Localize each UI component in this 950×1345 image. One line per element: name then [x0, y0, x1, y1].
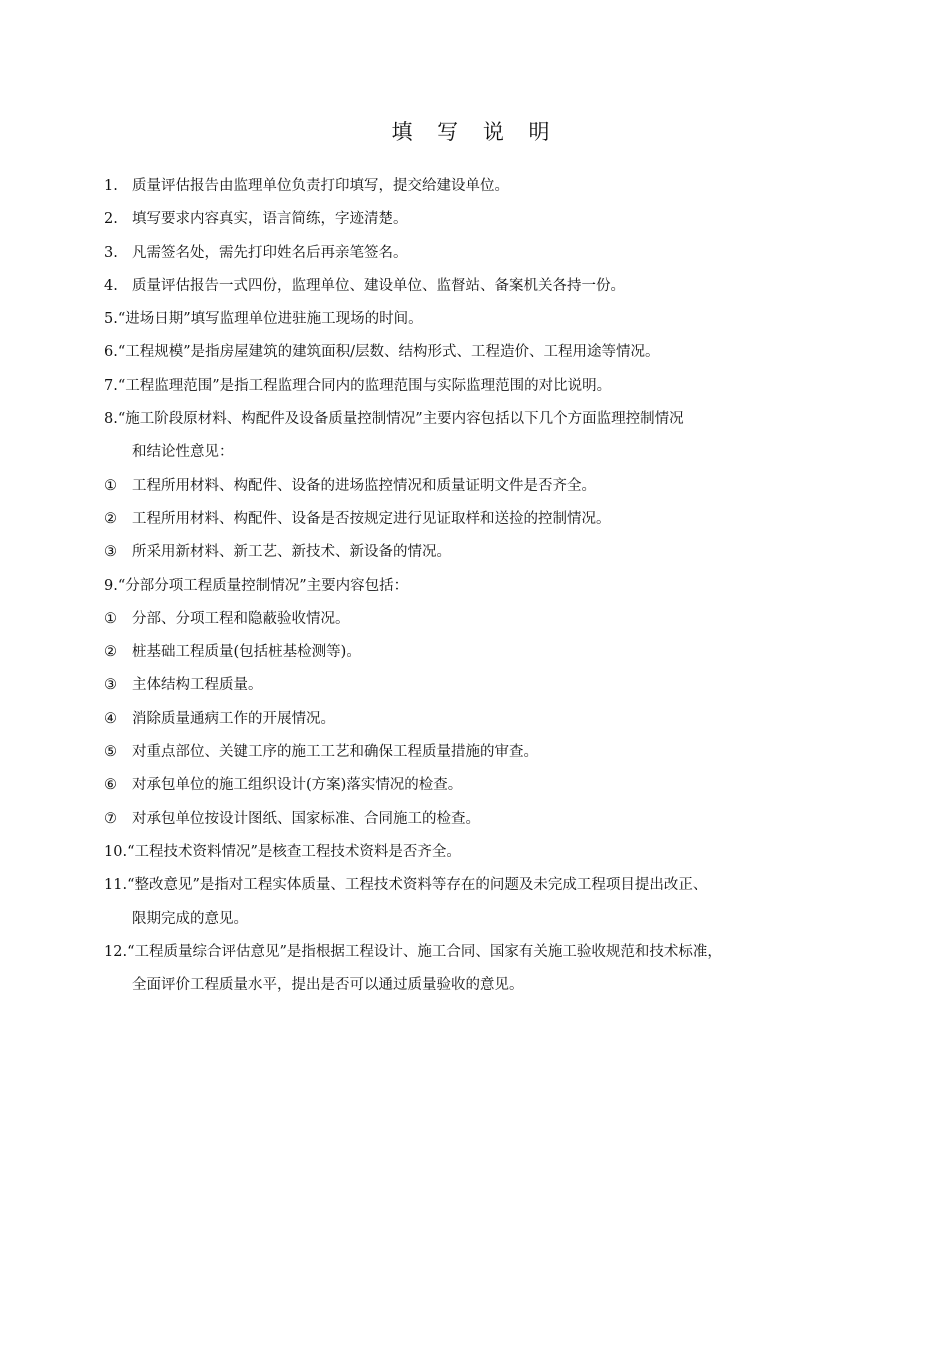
item-text: 限期完成的意见。	[132, 910, 248, 927]
item-marker: 3.	[104, 244, 118, 261]
item-marker: ②	[104, 644, 117, 661]
item-marker: ⑥	[104, 777, 117, 794]
item-marker: 2.	[104, 211, 118, 228]
list-item	[104, 936, 844, 969]
item-marker: 4.	[104, 277, 118, 294]
item-text: 桩基础工程质量(包括桩基检测等)。	[132, 644, 361, 661]
item-text: “工程监理范围”是指工程监理合同内的监理范围与实际监理范围的对比说明。	[117, 377, 612, 394]
list-item	[104, 370, 844, 403]
list-item	[104, 570, 844, 603]
item-marker: 6.	[104, 344, 118, 361]
item-marker: 5.	[104, 311, 118, 328]
sub-list-item	[104, 703, 844, 736]
item-text: 主体结构工程质量。	[132, 677, 263, 694]
item-marker: ③	[104, 544, 117, 561]
item-text: 凡需签名处，需先打印姓名后再亲笔签名。	[132, 244, 408, 261]
item-marker: ⑤	[104, 744, 117, 761]
list-item	[104, 170, 844, 203]
instructions-list	[104, 170, 844, 1002]
item-text: 质量评估报告一式四份，监理单位、建设单位、监督站、备案机关各持一份。	[132, 277, 625, 294]
item-text: 对承包单位的施工组织设计(方案)落实情况的检查。	[132, 777, 463, 794]
item-marker: 11.	[104, 877, 128, 894]
item-text: “分部分项工程质量控制情况”主要内容包括：	[117, 577, 409, 594]
item-text: “整改意见”是指对工程实体质量、工程技术资料等存在的问题及未完成工程项目提出改正、	[127, 877, 708, 894]
item-text: 对重点部位、关键工序的施工工艺和确保工程质量措施的审查。	[132, 744, 538, 761]
item-marker: ②	[104, 510, 117, 527]
list-item	[104, 270, 844, 303]
item-marker: 7.	[104, 377, 118, 394]
sub-list-item	[104, 636, 844, 669]
item-marker: ⑦	[104, 810, 117, 827]
item-text: “施工阶段原材料、构配件及设备质量控制情况”主要内容包括以下几个方面监理控制情况	[117, 411, 684, 428]
item-text: 质量评估报告由监理单位负责打印填写，提交给建设单位。	[132, 178, 509, 194]
list-item	[104, 237, 844, 270]
list-item	[104, 869, 844, 902]
item-marker: ④	[104, 710, 117, 727]
item-text: 所采用新材料、新工艺、新技术、新设备的情况。	[132, 544, 451, 561]
item-marker: 10.	[104, 843, 128, 860]
item-marker: ①	[104, 477, 117, 494]
item-text: 全面评价工程质量水平，提出是否可以通过质量验收的意见。	[132, 977, 524, 994]
sub-list-item	[104, 736, 844, 769]
list-item	[104, 203, 844, 236]
item-text: 分部、分项工程和隐蔽验收情况。	[132, 610, 350, 627]
list-item	[104, 303, 844, 336]
item-text: “工程规模”是指房屋建筑的建筑面积/层数、结构形式、工程造价、工程用途等情况。	[117, 344, 660, 361]
item-text: 工程所用材料、构配件、设备的进场监控情况和质量证明文件是否齐全。	[132, 477, 596, 494]
sub-list-item	[104, 603, 844, 636]
list-item	[104, 403, 844, 436]
item-text: 工程所用材料、构配件、设备是否按规定进行见证取样和送捡的控制情况。	[132, 510, 611, 527]
sub-list-item	[104, 470, 844, 503]
item-marker: 8.	[104, 411, 118, 428]
item-text: “工程质量综合评估意见”是指根据工程设计、施工合同、国家有关施工验收规范和技术标准，	[127, 943, 722, 960]
list-item	[104, 836, 844, 869]
list-item	[104, 336, 844, 369]
sub-list-item	[104, 769, 844, 802]
item-marker: 1.	[104, 178, 118, 194]
item-text: “工程技术资料情况”是核查工程技术资料是否齐全。	[127, 843, 461, 860]
sub-list-item	[104, 503, 844, 536]
list-item-continuation	[104, 436, 844, 469]
item-text: 消除质量通病工作的开展情况。	[132, 710, 335, 727]
sub-list-item	[104, 803, 844, 836]
item-marker: ③	[104, 677, 117, 694]
item-text: 填写要求内容真实，语言简练，字迹清楚。	[132, 211, 408, 228]
item-text: 和结论性意见：	[132, 444, 234, 461]
item-text: 对承包单位按设计图纸、国家标准、合同施工的检查。	[132, 810, 480, 827]
item-marker: 9.	[104, 577, 118, 594]
sub-list-item	[104, 536, 844, 569]
sub-list-item	[104, 669, 844, 702]
item-text: “进场日期”填写监理单位进驻施工现场的时间。	[117, 311, 423, 328]
list-item-continuation	[104, 969, 844, 1002]
item-marker: ①	[104, 610, 117, 627]
item-marker: 12.	[104, 943, 128, 960]
list-item-continuation	[104, 903, 844, 936]
page-title: 填 写 说 明	[391, 120, 559, 144]
